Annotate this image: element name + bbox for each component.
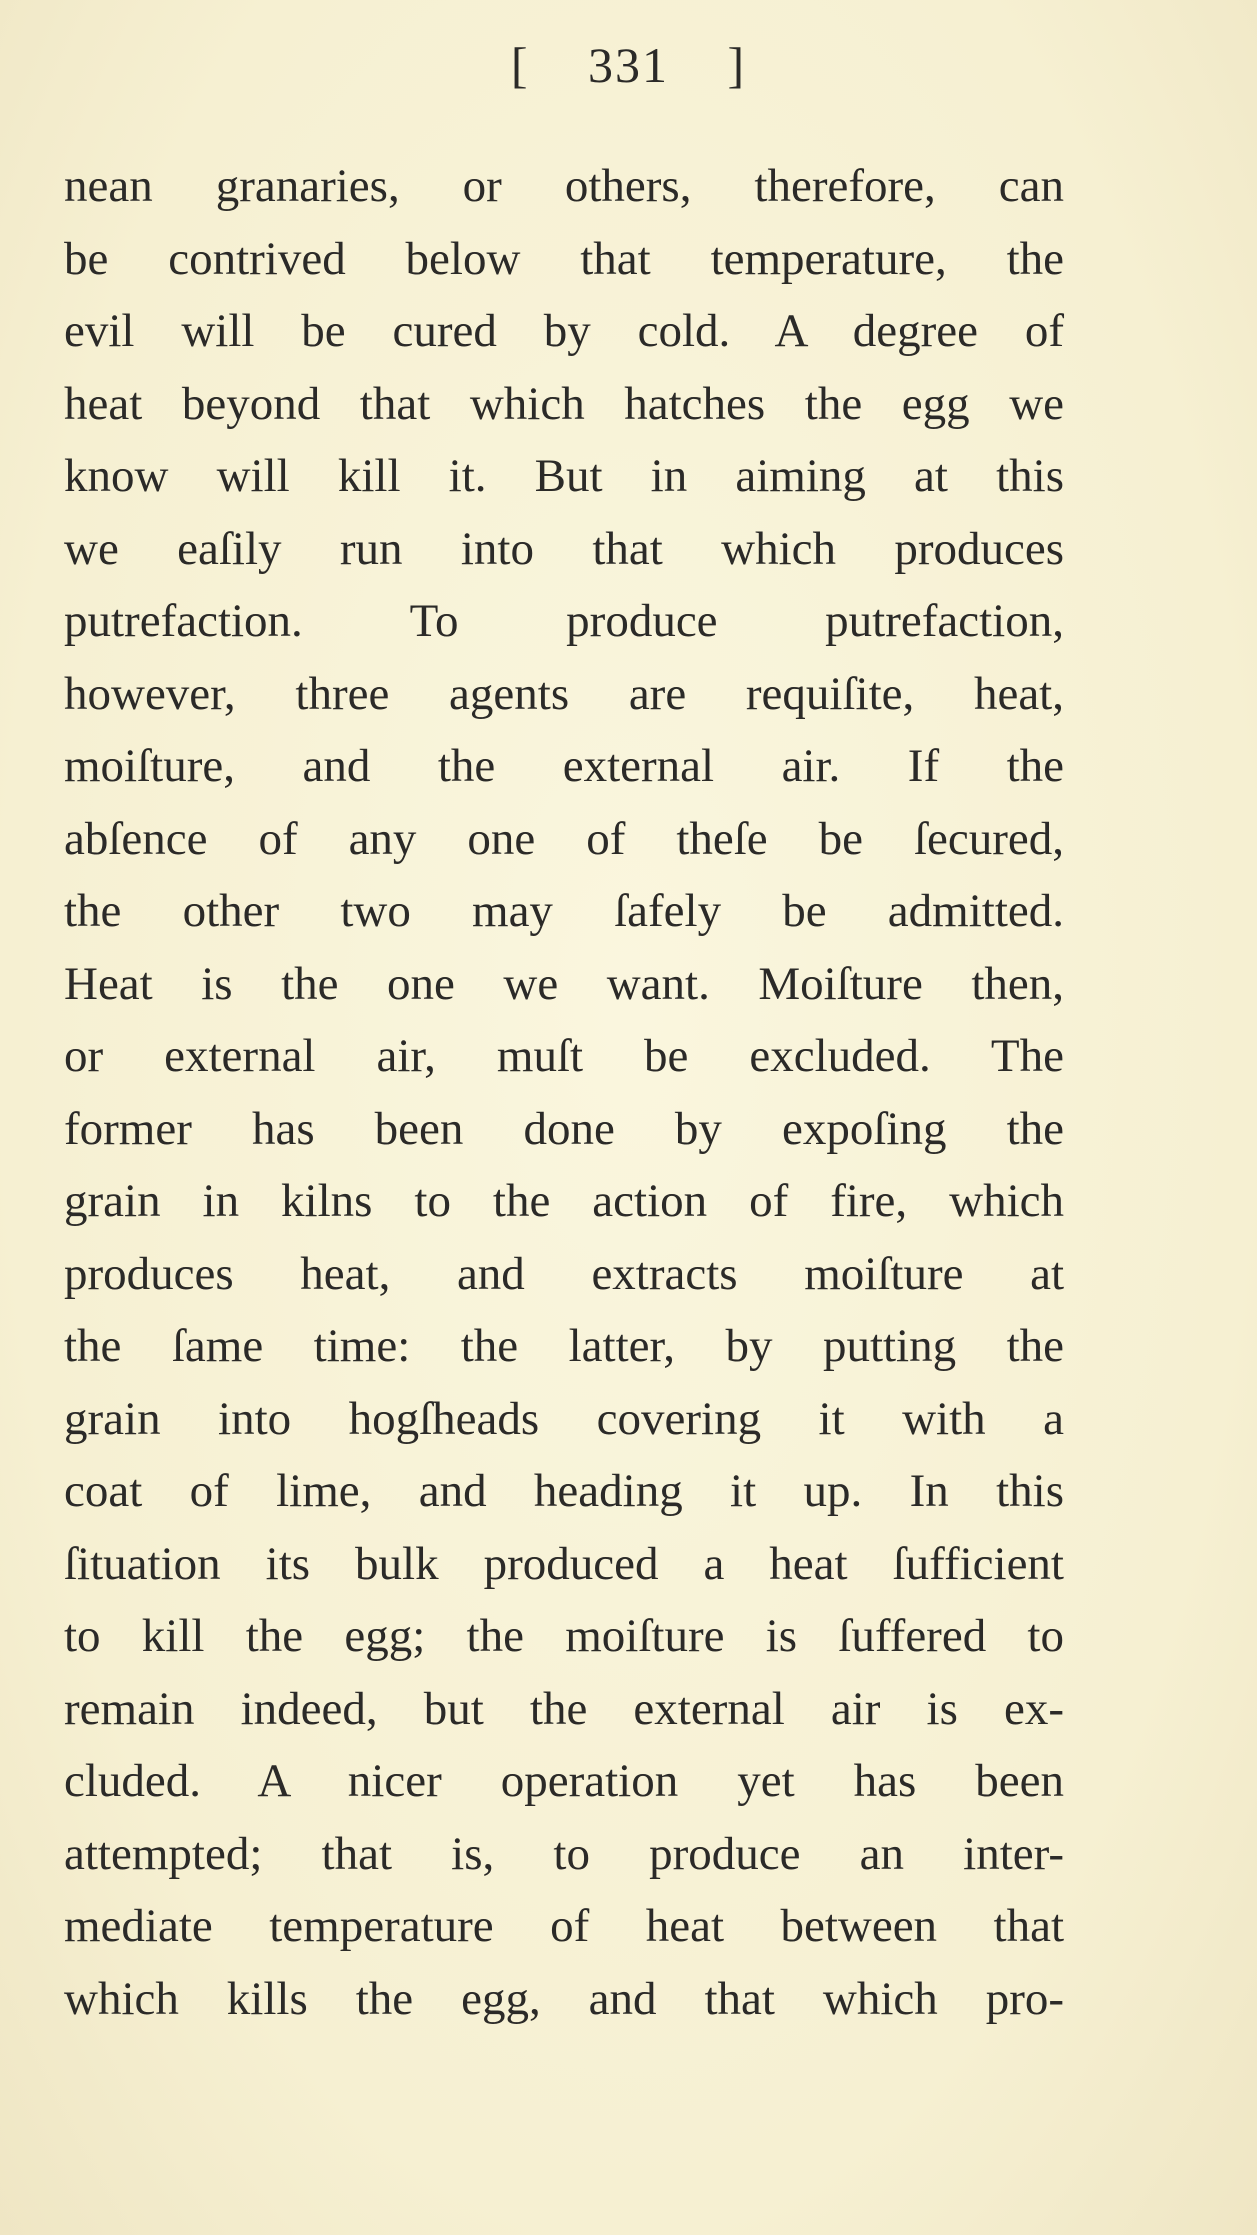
- text-line: mediate temperature of heat between that: [64, 1900, 1064, 1952]
- text-line: which kills the egg, and that which pro-: [64, 1972, 1064, 2025]
- text-line: moiſture, and the external air. If the: [64, 740, 1064, 792]
- body-text: [64, 150, 1064, 2035]
- text-line: know will kill it. But in aiming at this: [64, 450, 1064, 502]
- text-line: produces heat, and extracts moiſture at: [64, 1247, 1064, 1300]
- text-line: remain indeed, but the external air is ex-: [64, 1682, 1064, 1735]
- close-bracket: ]: [727, 37, 747, 93]
- text-line: grain into hogſheads covering it with a: [64, 1392, 1064, 1445]
- text-line: grain in kilns to the action of fire, which: [64, 1175, 1064, 1227]
- open-bracket: [: [510, 37, 530, 93]
- text-line: nean granaries, or others, therefore, can: [64, 160, 1064, 212]
- text-line: abſence of any one of theſe be ſecured,: [64, 812, 1064, 865]
- text-line: we eaſily run into that which produces: [64, 522, 1064, 575]
- page-header: [0, 36, 1257, 94]
- text-line: putrefaction. To produce putrefaction,: [64, 595, 1064, 647]
- text-line: former has been done by expoſing the: [64, 1102, 1064, 1155]
- text-line: Heat is the one we want. Moiſture then,: [64, 957, 1064, 1010]
- text-line: ſituation its bulk produced a heat ſufficient: [64, 1537, 1064, 1590]
- text-line: to kill the egg; the moiſture is ſuffered to: [64, 1610, 1064, 1662]
- text-line: be contrived below that temperature, the: [64, 232, 1064, 285]
- text-line: however, three agents are requiſite, heat,: [64, 667, 1064, 720]
- text-line: heat beyond that which hatches the egg we: [64, 377, 1064, 430]
- text-line: attempted; that is, to produce an inter-: [64, 1827, 1064, 1880]
- text-line: evil will be cured by cold. A degree of: [64, 305, 1064, 357]
- page-number: 331: [588, 37, 669, 93]
- text-line: the ſame time: the latter, by putting the: [64, 1320, 1064, 1372]
- text-line: coat of lime, and heading it up. In this: [64, 1465, 1064, 1517]
- text-line: or external air, muſt be excluded. The: [64, 1030, 1064, 1082]
- text-line: cluded. A nicer operation yet has been: [64, 1755, 1064, 1807]
- text-line: the other two may ſafely be admitted.: [64, 885, 1064, 937]
